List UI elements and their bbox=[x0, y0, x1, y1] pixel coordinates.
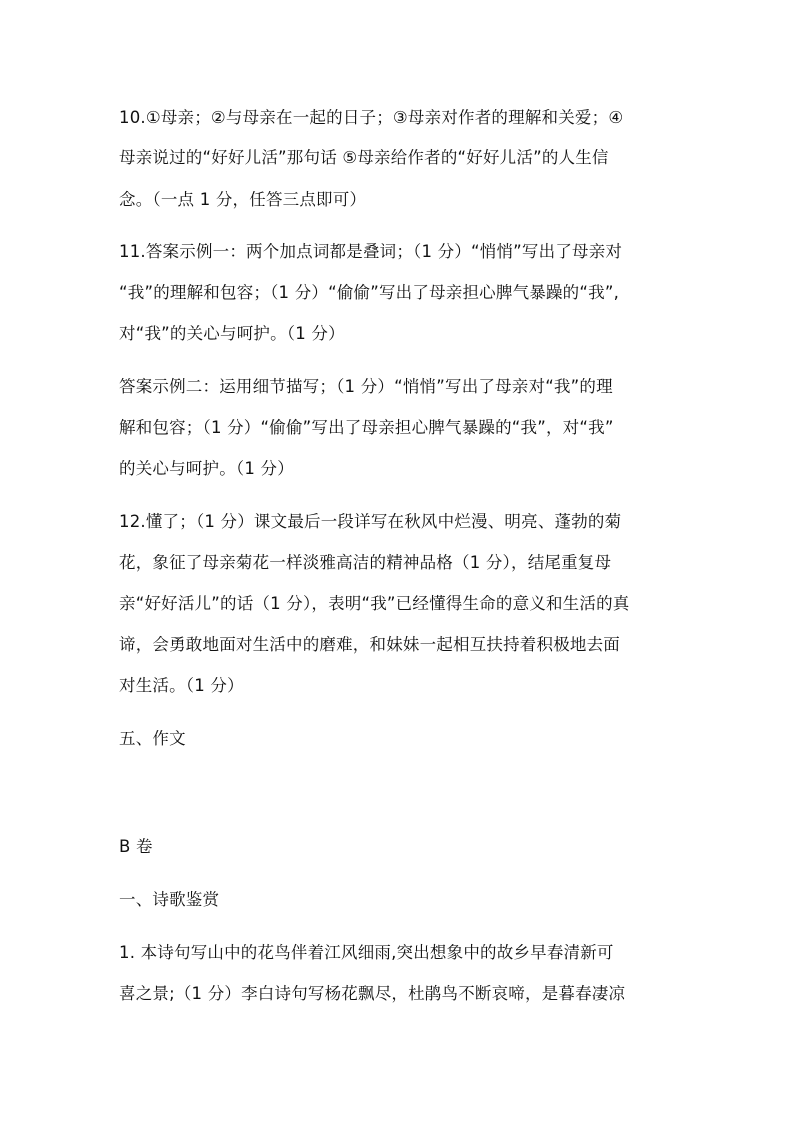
poetry-answer-1-line-1: 1. 本诗句写山中的花鸟伴着江风细雨,突出想象中的故乡早春清新可 bbox=[119, 943, 614, 962]
answer-12-line-1: 12.懂了；（1 分）课文最后一段详写在秋风中烂漫、明亮、蓬勃的菊 bbox=[119, 512, 622, 531]
answer-12-line-4: 谛，会勇敢地面对生活中的磨难，和妹妹一起相互扶持着积极地去面 bbox=[119, 635, 620, 654]
answer-11-alt-line-1: 答案示例二：运用细节描写；（1 分）“悄悄”写出了母亲对“我”的理 bbox=[119, 377, 613, 396]
section-heading-composition: 五、作文 bbox=[119, 729, 186, 748]
answer-10-line-1: 10.①母亲；②与母亲在一起的日子；③母亲对作者的理解和关爱；④ bbox=[119, 108, 624, 127]
answer-12-line-5: 对生活。（1 分） bbox=[119, 676, 244, 695]
answer-10-line-2: 母亲说过的“好好儿活”那句话 ⑤母亲给作者的“好好儿活”的人生信 bbox=[119, 148, 609, 167]
section-heading-poetry: 一、诗歌鉴赏 bbox=[119, 890, 220, 909]
answer-10-line-3: 念。（一点 1 分，任答三点即可） bbox=[119, 190, 367, 209]
answer-11-line-2: “我”的理解和包容；（1 分）“偷偷”写出了母亲担心脾气暴躁的“我”, bbox=[119, 283, 620, 302]
answer-12-line-3: 亲“好好活儿”的话（1 分），表明“我”已经懂得生命的意义和生活的真 bbox=[119, 594, 630, 613]
poetry-answer-1-line-2: 喜之景;（1 分）李白诗句写杨花飘尽，杜鹃鸟不断哀啼，是暮春凄凉 bbox=[119, 984, 626, 1003]
answer-11-line-1: 11.答案示例一：两个加点词都是叠词；（1 分）“悄悄”写出了母亲对 bbox=[119, 242, 623, 261]
answer-11-alt-line-3: 的关心与呵护。（1 分） bbox=[119, 459, 294, 478]
volume-b-heading: B 卷 bbox=[119, 837, 153, 856]
answer-11-line-3: 对“我”的关心与呵护。（1 分） bbox=[119, 324, 345, 343]
answer-12-line-2: 花，象征了母亲菊花一样淡雅高洁的精神品格（1 分），结尾重复母 bbox=[119, 553, 612, 572]
answer-11-alt-line-2: 解和包容；（1 分）“偷偷”写出了母亲担心脾气暴躁的“我”，对“我” bbox=[119, 418, 614, 437]
